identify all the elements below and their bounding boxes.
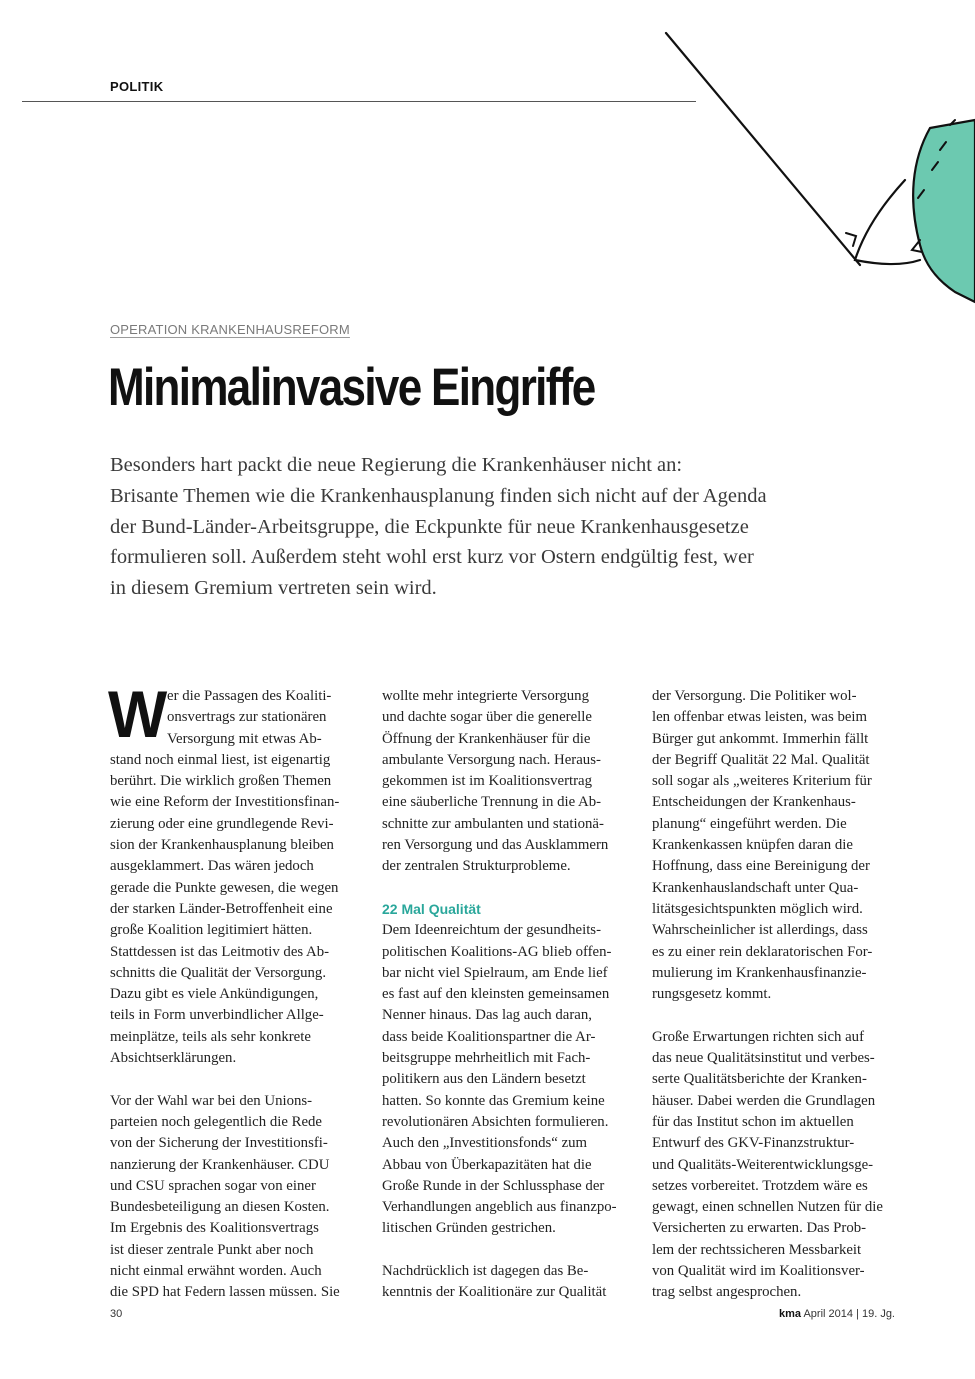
paragraph-gap	[110, 1069, 360, 1090]
body-line: Öffnung der Krankenhäuser für die	[382, 730, 591, 747]
body-line: er die Passagen des Koaliti-	[167, 688, 332, 704]
body-line: Dem Ideenreichtum der gesundheits-	[382, 922, 601, 939]
body-line: Versicherten zu erwarten. Das Prob-	[652, 1220, 867, 1237]
footer-issue-info	[779, 1308, 895, 1320]
body-line: Absichtserklärungen.	[110, 1050, 237, 1067]
body-line: setzes vorbereitet. Trotzdem wäre es	[652, 1177, 868, 1194]
body-line: kenntnis der Koalitionäre zur Qualität	[382, 1284, 607, 1301]
body-line: rungsgesetz kommt.	[652, 986, 772, 1003]
body-line: Stattdessen ist das Leitmotiv des Ab-	[110, 943, 330, 960]
body-line: gerade die Punkte gewesen, die wegen	[110, 879, 339, 896]
body-line: Abbau von Überkapazitäten hat die	[382, 1156, 592, 1173]
body-line: eine säuberliche Trennung in die Ab-	[382, 794, 602, 811]
lead-line: formulieren soll. Außerdem steht wohl erst kurz vor Ostern endgültig fest, wer	[110, 546, 754, 569]
body-line: meinplätze, teils als sehr konkrete	[110, 1028, 311, 1045]
body-line: Nachdrücklich ist dagegen das Be-	[382, 1263, 589, 1280]
body-line: beitsgruppe mehrheitlich mit Fach-	[382, 1050, 591, 1067]
body-column-1	[108, 677, 360, 1304]
body-line: Versorgung mit etwas Ab-	[167, 730, 322, 747]
body-column-2	[382, 686, 632, 1304]
body-line: Große Runde in der Schlussphase der	[382, 1177, 605, 1194]
lead-line: Brisante Themen wie die Krankenhausplanung finden sich nicht auf der Agenda	[110, 484, 767, 507]
body-column-3	[652, 686, 902, 1304]
body-line: teils in Form unverbindlicher Allge-	[110, 1007, 324, 1024]
body-line: der Begriff Qualität 22 Mal. Qualität	[652, 751, 870, 768]
body-line: len offenbar etwas leisten, was beim	[652, 709, 868, 726]
article-kicker: OPERATION KRANKENHAUSREFORM	[110, 322, 350, 337]
article-headline: Minimalinvasive Eingriffe	[108, 358, 595, 417]
body-line: Entscheidungen der Krankenhaus-	[652, 794, 856, 811]
body-line: Im Ergebnis des Koalitionsvertrags	[110, 1220, 319, 1237]
body-line: wollte mehr integrierte Versorgung	[382, 688, 589, 704]
body-line: trag selbst angesprochen.	[652, 1284, 802, 1301]
body-line: schnitts die Qualität der Versorgung.	[110, 964, 327, 981]
body-line: Krankenkassen knüpfen daran die	[652, 837, 853, 854]
body-line: litätsgesichtspunkten möglich wird.	[652, 900, 863, 917]
paragraph-gap	[652, 1005, 902, 1026]
body-line: Große Erwartungen richten sich auf	[652, 1028, 865, 1045]
body-line: gewagt, einen schnellen Nutzen für die	[652, 1199, 883, 1216]
body-line: dass beide Koalitionspartner die Ar-	[382, 1028, 596, 1045]
header-rule	[22, 101, 696, 102]
body-line: soll sogar als „weiteres Kriterium für	[652, 773, 872, 790]
body-line: Nenner hinaus. Das lag auch daran,	[382, 1007, 592, 1024]
article-lead	[110, 450, 870, 604]
body-line: Wahrscheinlicher ist allerdings, dass	[652, 922, 868, 939]
body-line: und dachte sogar über die generelle	[382, 709, 592, 726]
body-line: das neue Qualitätsinstitut und verbes-	[652, 1050, 875, 1067]
body-line: häuser. Dabei werden die Grundlagen	[652, 1092, 876, 1109]
magazine-brand: kma	[778, 1308, 802, 1320]
body-line: der zentralen Strukturprobleme.	[382, 858, 571, 875]
body-line: zierung oder eine grundlegende Revi-	[110, 815, 334, 832]
lead-line: der Bund-Länder-Arbeitsgruppe, die Eckpunkte für neue Krankenhausgesetze	[110, 515, 749, 538]
body-line: Dazu gibt es viele Ankündigungen,	[110, 986, 319, 1003]
body-line: politikern aus den Ländern besetzt	[382, 1071, 586, 1088]
body-line: revolutionären Absichten formulieren.	[382, 1113, 609, 1130]
body-line: sion der Krankenhausplanung bleiben	[110, 837, 334, 854]
body-line: es fast auf den kleinsten gemeinsamen	[382, 986, 610, 1003]
scalpel-illustration	[650, 20, 975, 310]
body-line: der Versorgung. Die Politiker wol-	[652, 688, 857, 704]
section-label: POLITIK	[110, 79, 164, 94]
body-line: Entwurf des GKV-Finanzstruktur-	[652, 1135, 855, 1152]
body-line: Bundesbeteiligung an diesen Kosten.	[110, 1199, 330, 1216]
section-subhead: 22 Mal Qualität	[382, 900, 481, 917]
lead-line: Besonders hart packt die neue Regierung die Krankenhäuser nicht an:	[110, 454, 683, 476]
body-line: stand noch einmal liest, ist eigenartig	[110, 751, 331, 768]
body-line: große Koalition legitimiert hätten.	[110, 922, 313, 939]
body-line: für das Institut schon im aktuellen	[652, 1113, 854, 1130]
body-line: es zu einer rein deklaratorischen For-	[652, 943, 873, 960]
body-line: mulierung im Krankenhausfinanzie-	[652, 964, 867, 981]
body-line: Krankenhauslandschaft unter Qua-	[652, 879, 859, 896]
page-number: 30	[110, 1308, 123, 1320]
body-line: planung“ eingeführt werden. Die	[652, 815, 847, 832]
body-line: nicht einmal erwähnt worden. Auch	[110, 1263, 322, 1280]
body-line: bar nicht viel Spielraum, am Ende lief	[382, 964, 608, 981]
body-line: litischen Gründen gestrichen.	[382, 1220, 556, 1237]
body-line: ausgeklammert. Das wären jedoch	[110, 858, 314, 875]
body-line: hatten. So konnte das Gremium keine	[382, 1092, 605, 1109]
body-line: ist dieser zentrale Punkt aber noch	[110, 1241, 314, 1258]
body-line: ambulante Versorgung nach. Heraus-	[382, 751, 601, 768]
body-line: die SPD hat Federn lassen müssen. Sie	[110, 1284, 340, 1301]
body-line: von der Sicherung der Investitionsfi-	[110, 1135, 328, 1152]
body-line: und CSU sprachen sogar von einer	[110, 1177, 316, 1194]
body-line: wie eine Reform der Investitionsfinan-	[110, 794, 340, 811]
body-line: Hoffnung, dass eine Bereinigung der	[652, 858, 870, 875]
body-line: Verhandlungen angeblich aus finanzpo-	[382, 1199, 617, 1216]
body-line: parteien noch gelegentlich die Rede	[110, 1113, 322, 1130]
body-line: Auch den „Investitionsfonds“ zum	[382, 1135, 588, 1152]
issue-info: April 2014 | 19. Jg.	[803, 1308, 895, 1320]
paragraph-gap	[382, 878, 632, 899]
body-line: nanzierung der Krankenhäuser. CDU	[110, 1156, 330, 1173]
body-line: berührt. Die wirklich großen Themen	[110, 773, 332, 790]
body-line: politischen Koalitions-AG blieb offen-	[382, 943, 612, 960]
body-line: lem der rechtssicheren Messbarkeit	[652, 1241, 862, 1258]
body-line: ren Versorgung und das Ausklammern	[382, 837, 609, 854]
paragraph-gap	[382, 1240, 632, 1261]
lead-line: in diesem Gremium vertreten sein wird.	[110, 577, 437, 600]
body-line: serte Qualitätsberichte der Kranken-	[652, 1071, 867, 1088]
body-line: Bürger gut ankommt. Immerhin fällt	[652, 730, 869, 747]
body-line: onsvertrags zur stationären	[167, 709, 327, 726]
body-line: und Qualitäts-Weiterentwicklungsge-	[652, 1156, 874, 1173]
body-line: gekommen ist im Koalitionsvertrag	[382, 773, 592, 790]
dropcap-paragraph-start	[108, 677, 360, 751]
body-line: schnitte zur ambulanten und stationä-	[382, 815, 604, 832]
body-line: Vor der Wahl war bei den Unions-	[110, 1092, 313, 1109]
body-line: von Qualität wird im Koalitionsver-	[652, 1263, 865, 1280]
dropcap: W	[108, 677, 168, 751]
body-line: der starken Länder-Betroffenheit eine	[110, 900, 333, 917]
